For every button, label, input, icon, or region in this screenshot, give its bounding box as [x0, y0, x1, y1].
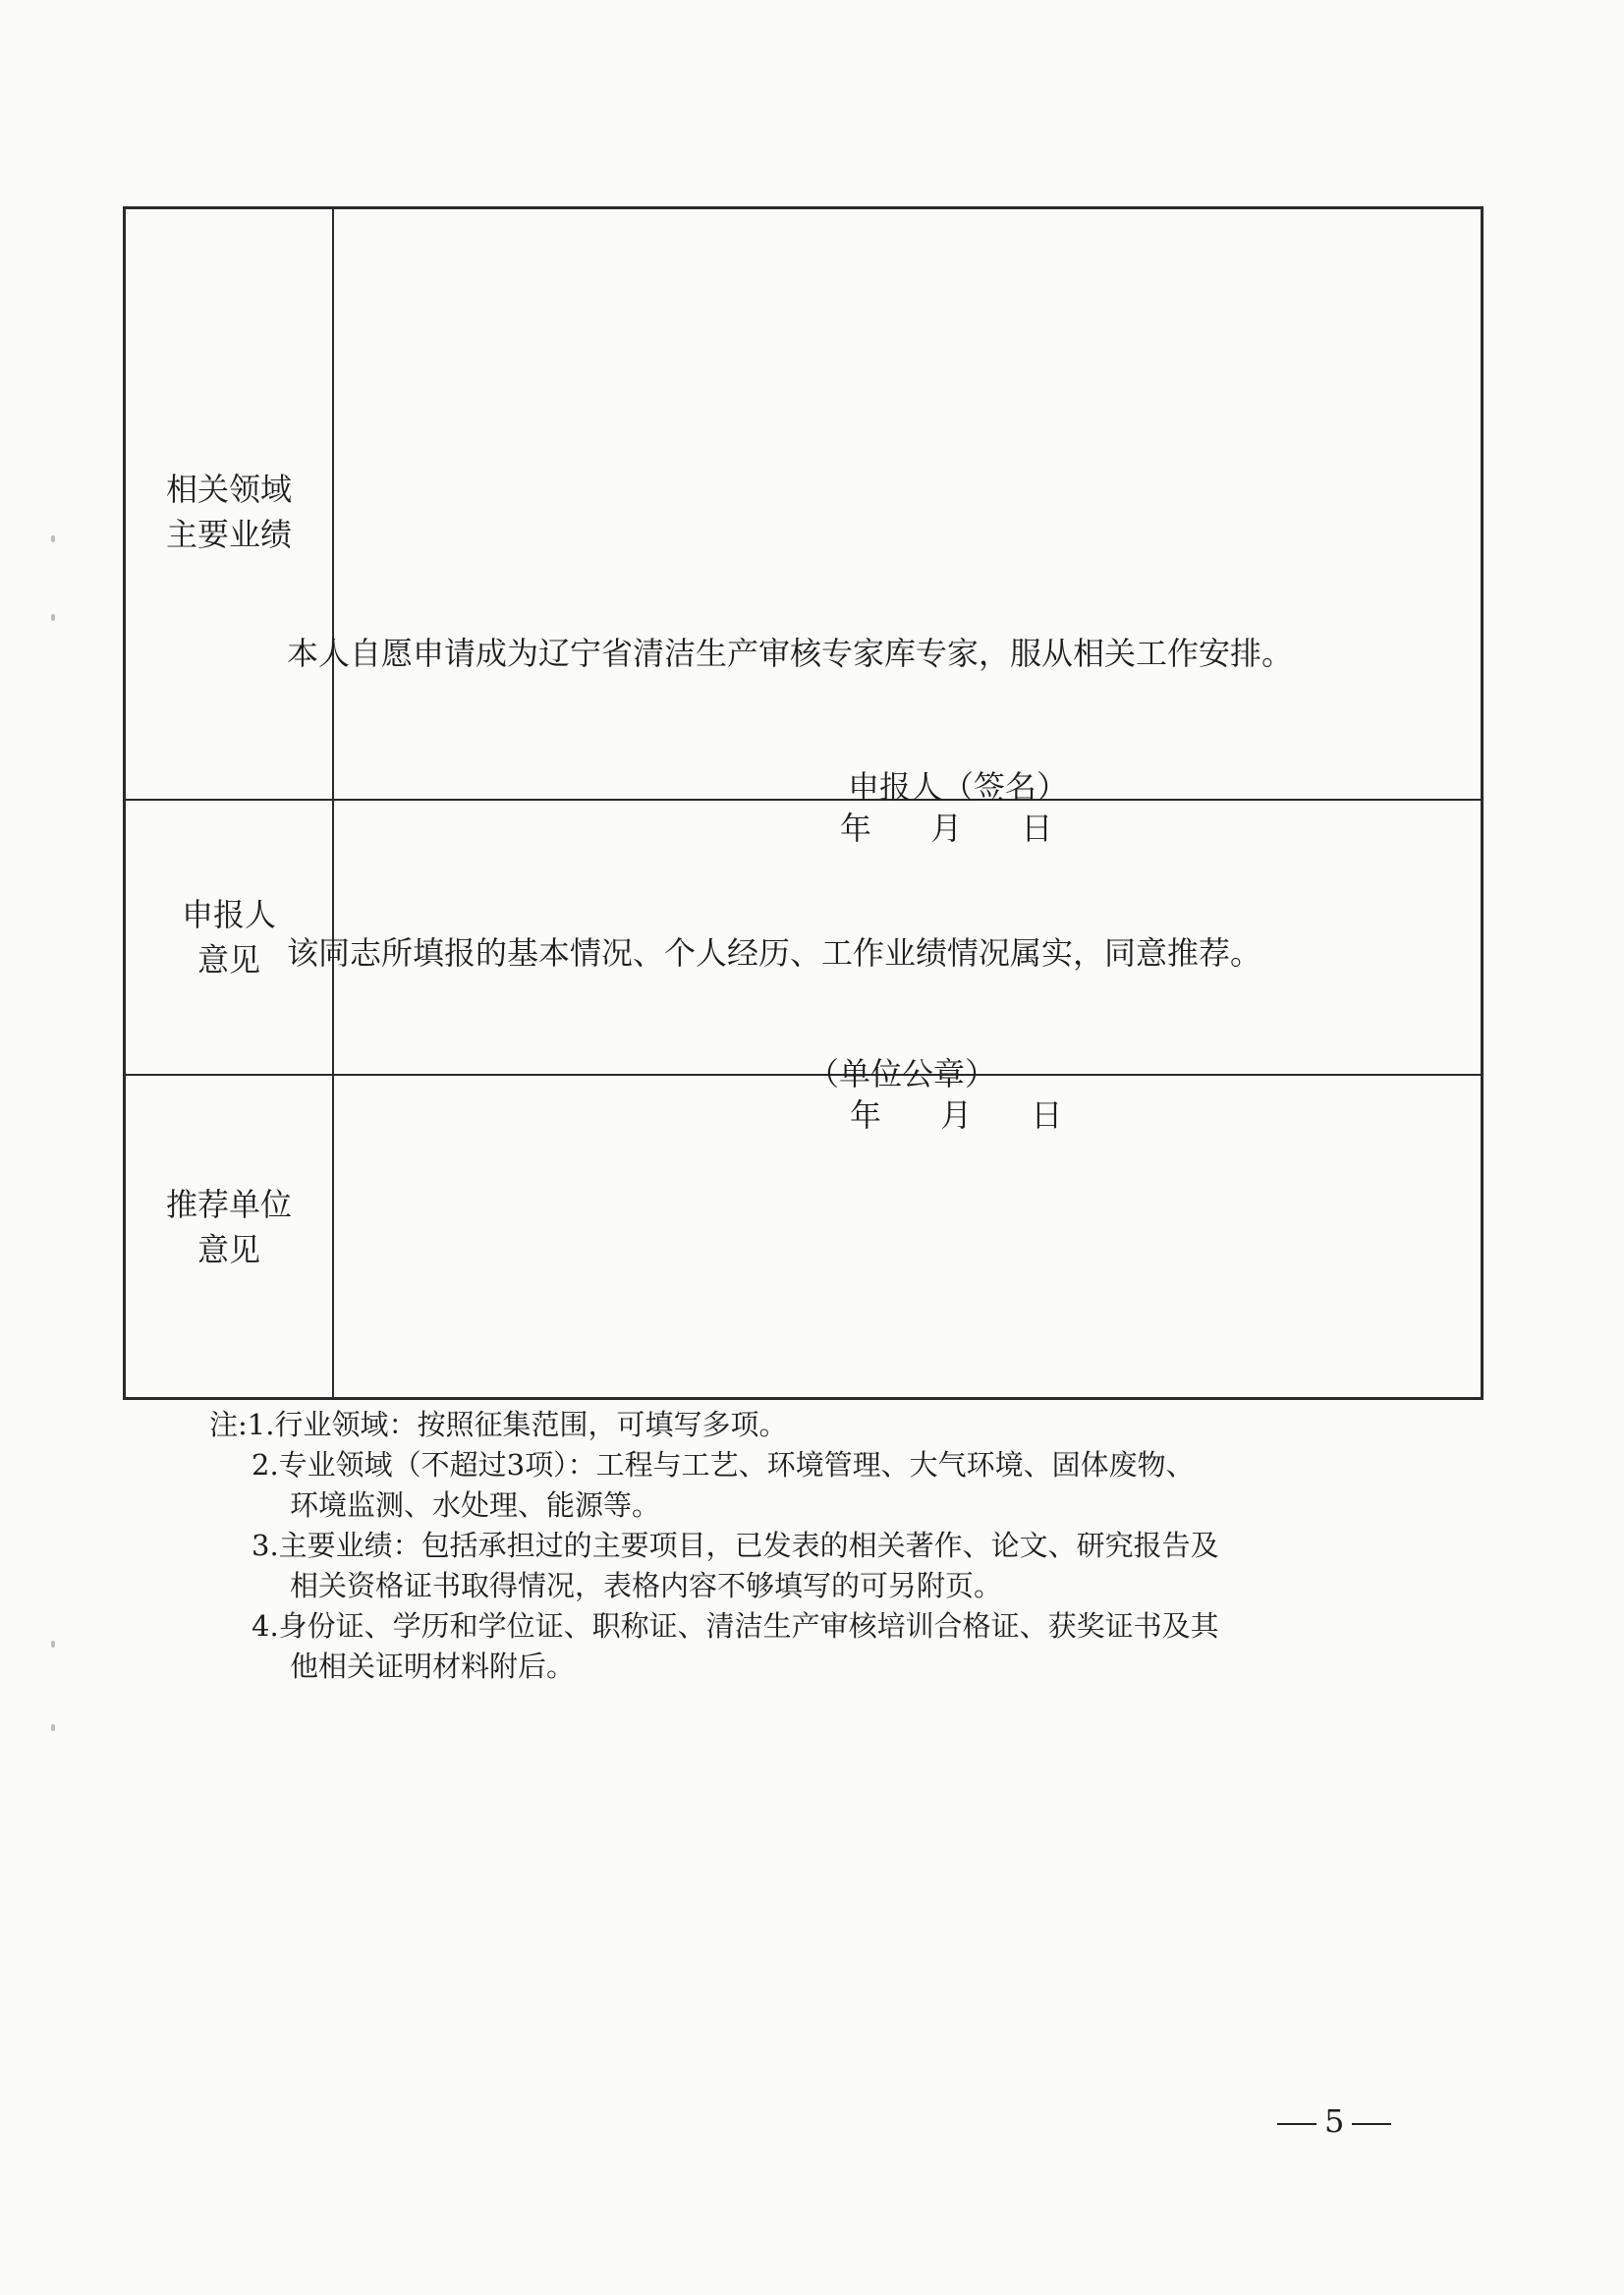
page-number	[1277, 2102, 1391, 2140]
note-text: 1.行业领域：按照征集范围，可填写多项。	[247, 1408, 788, 1441]
label-recommender-opinion	[126, 1182, 332, 1272]
scan-speck	[51, 535, 55, 542]
recommender-statement: 该同志所填报的基本情况、个人经历、工作业绩情况属实，同意推荐。	[287, 934, 1262, 972]
date-day-label: 日	[1031, 1096, 1063, 1134]
note-item-2: 2.专业领域（不超过3项）：工程与工艺、环境管理、大气环境、固体废物、	[252, 1448, 1195, 1482]
page-number-value: 5	[1324, 2102, 1345, 2140]
applicant-date-line	[840, 804, 1052, 849]
note-item-4: 4.身份证、学历和学位证、职称证、清洁生产审核培训合格证、获奖证书及其	[252, 1609, 1219, 1643]
applicant-signature-label: 申报人（签名）	[848, 768, 1069, 806]
date-year-label: 年	[850, 1096, 882, 1134]
application-form-table	[123, 206, 1484, 1400]
note-item-2-cont: 环境监测、水处理、能源等。	[290, 1488, 661, 1522]
dash-left	[1277, 2123, 1316, 2125]
unit-seal-label: （单位公章）	[808, 1055, 997, 1092]
scan-speck	[51, 1641, 55, 1648]
scan-speck	[51, 1724, 55, 1731]
label-line: 相关领域	[165, 471, 292, 508]
form-notes	[209, 1405, 1219, 1687]
date-year-label: 年	[840, 810, 872, 847]
applicant-statement: 本人自愿申请成为辽宁省清洁生产审核专家库专家，服从相关工作安排。	[287, 635, 1294, 672]
label-line: 推荐单位	[165, 1186, 292, 1223]
label-line: 意见	[196, 941, 260, 979]
note-item-3: 3.主要业绩：包括承担过的主要项目，已发表的相关著作、论文、研究报告及	[252, 1529, 1219, 1562]
label-line: 申报人	[181, 896, 276, 933]
notes-prefix: 注:	[209, 1408, 248, 1441]
note-item-3-cont: 相关资格证书取得情况，表格内容不够填写的可另附页。	[290, 1569, 1003, 1602]
date-day-label: 日	[1021, 810, 1053, 847]
column-divider	[332, 209, 334, 1397]
date-month-label: 月	[940, 1096, 973, 1134]
label-main-achievements	[126, 467, 332, 557]
label-line: 主要业绩	[165, 516, 292, 553]
recommender-date-line	[850, 1091, 1062, 1136]
label-line: 意见	[196, 1231, 260, 1268]
note-item-4-cont: 他相关证明材料附后。	[290, 1650, 576, 1683]
date-month-label: 月	[930, 810, 963, 847]
row-divider	[126, 799, 1481, 801]
row-divider	[126, 1074, 1481, 1076]
scan-speck	[51, 614, 55, 621]
note-item-1	[209, 1405, 1219, 1445]
dash-right	[1352, 2123, 1391, 2125]
